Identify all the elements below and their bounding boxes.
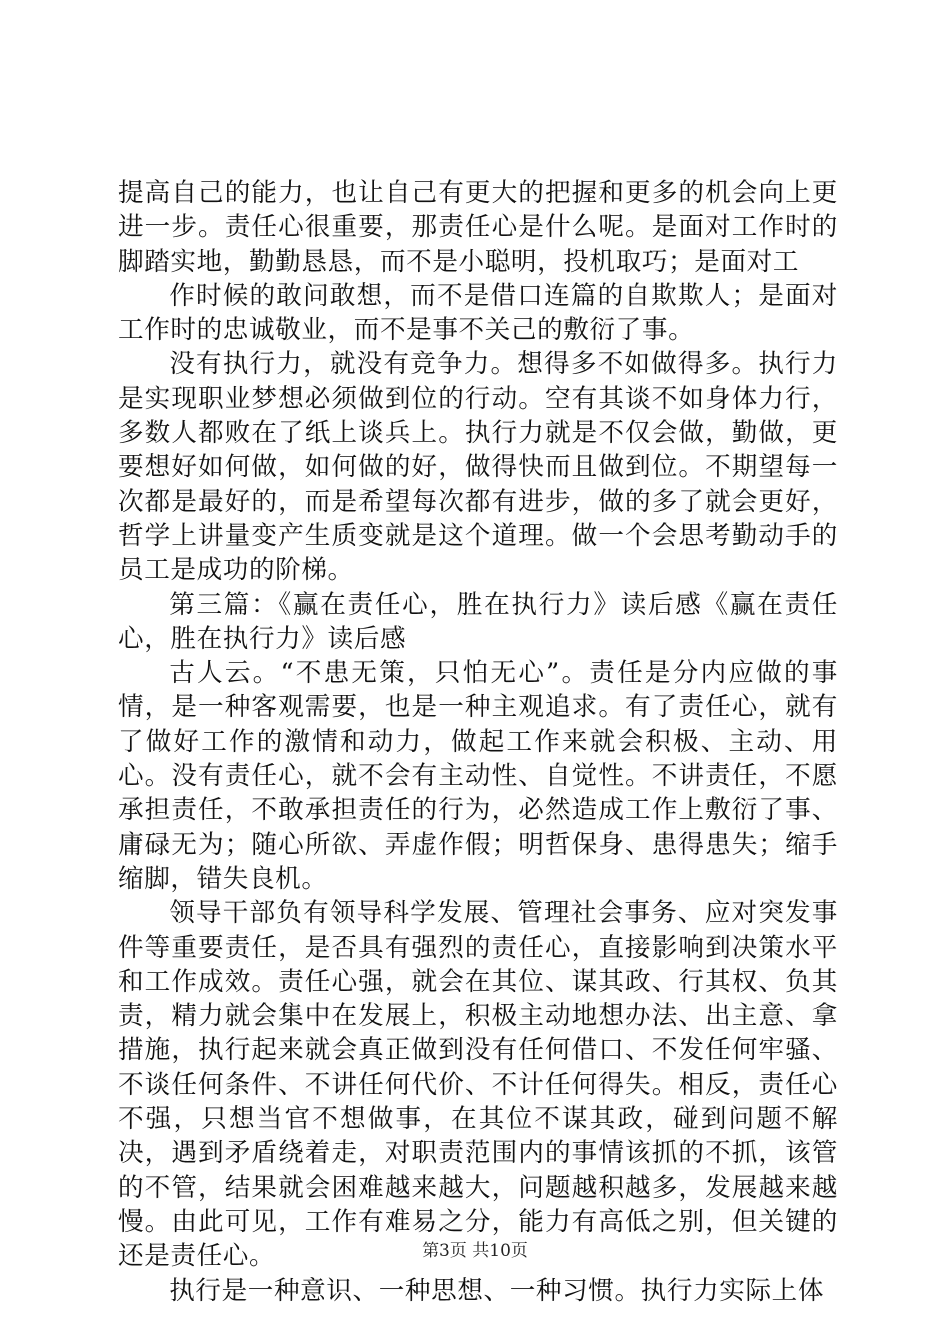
document-body: [118, 176, 838, 1308]
paragraph-3: 没有执行力，就没有竞争力。想得多不如做得多。执行力是实现职业梦想必须做到位的行动。空有其谈不如身体力行，多数人都败在了纸上谈兵上。执行力就是不仅会做，勤做，更要想好如何做，如何做的好，做得快而且做到位。不期望每一次都是最好的，而是希望每次都有进步，做的多了就会更好，哲学上讲量变产生质变就是这个道理。做一个会思考勤动手的员工是成功的阶梯。: [118, 349, 838, 586]
paragraph-5: 古人云。“不患无策，只怕无心”。责任是分内应做的事情，是一种客观需要，也是一种主观追求。有了责任心，就有了做好工作的激情和动力，做起工作来就会积极、主动、用心。没有责任心，就不会有主动性、自觉性。不讲责任，不愿承担责任，不敢承担责任的行为，必然造成工作上敷衍了事、庸碌无为；随心所欲、弄虚作假；明哲保身、患得患失；缩手缩脚，错失良机。: [118, 658, 838, 894]
page-number-label: 第3页 共10页: [422, 1241, 528, 1261]
paragraph-7: 执行是一种意识、一种思想、一种习惯。执行力实际上体: [169, 1275, 825, 1306]
section-heading-paragraph: 第三篇：《赢在责任心，胜在执行力》读后感《赢在责任心，胜在执行力》读后感: [118, 589, 838, 654]
paragraph-1: 提高自己的能力，也让自己有更大的把握和更多的机会向上更进一步。责任心很重要，那责任心是什么呢。是面对工作时的脚踏实地，勤勤恳恳，而不是小聪明，投机取巧；是面对工: [118, 178, 838, 277]
paragraph-2: 作时候的敢问敢想，而不是借口连篇的自欺欺人；是面对工作时的忠诚敬业，而不是事不关己的敷衍了事。: [118, 280, 838, 346]
paragraph-6: 领导干部负有领导科学发展、管理社会事务、应对突发事件等重要责任，是否具有强烈的责任心，直接影响到决策水平和工作成效。责任心强，就会在其位、谋其政、行其权、负其责，精力就会集中在发展上，积极主动地想办法、出主意、拿措施，执行起来就会真正做到没有任何借口、不发任何牢骚、不谈任何条件、不讲任何代价、不计任何得失。相反，责任心不强，只想当官不想做事，在其位不谋其政，碰到问题不解决，遇到矛盾绕着走，对职责范围内的事情该抓的不抓，该管的不管，结果就会困难越来越大，问题越积越多，发展越来越慢。由此可见，工作有难易之分，能力有高低之别，但关键的还是责任心。: [118, 898, 838, 1272]
page-footer: [0, 1240, 950, 1262]
